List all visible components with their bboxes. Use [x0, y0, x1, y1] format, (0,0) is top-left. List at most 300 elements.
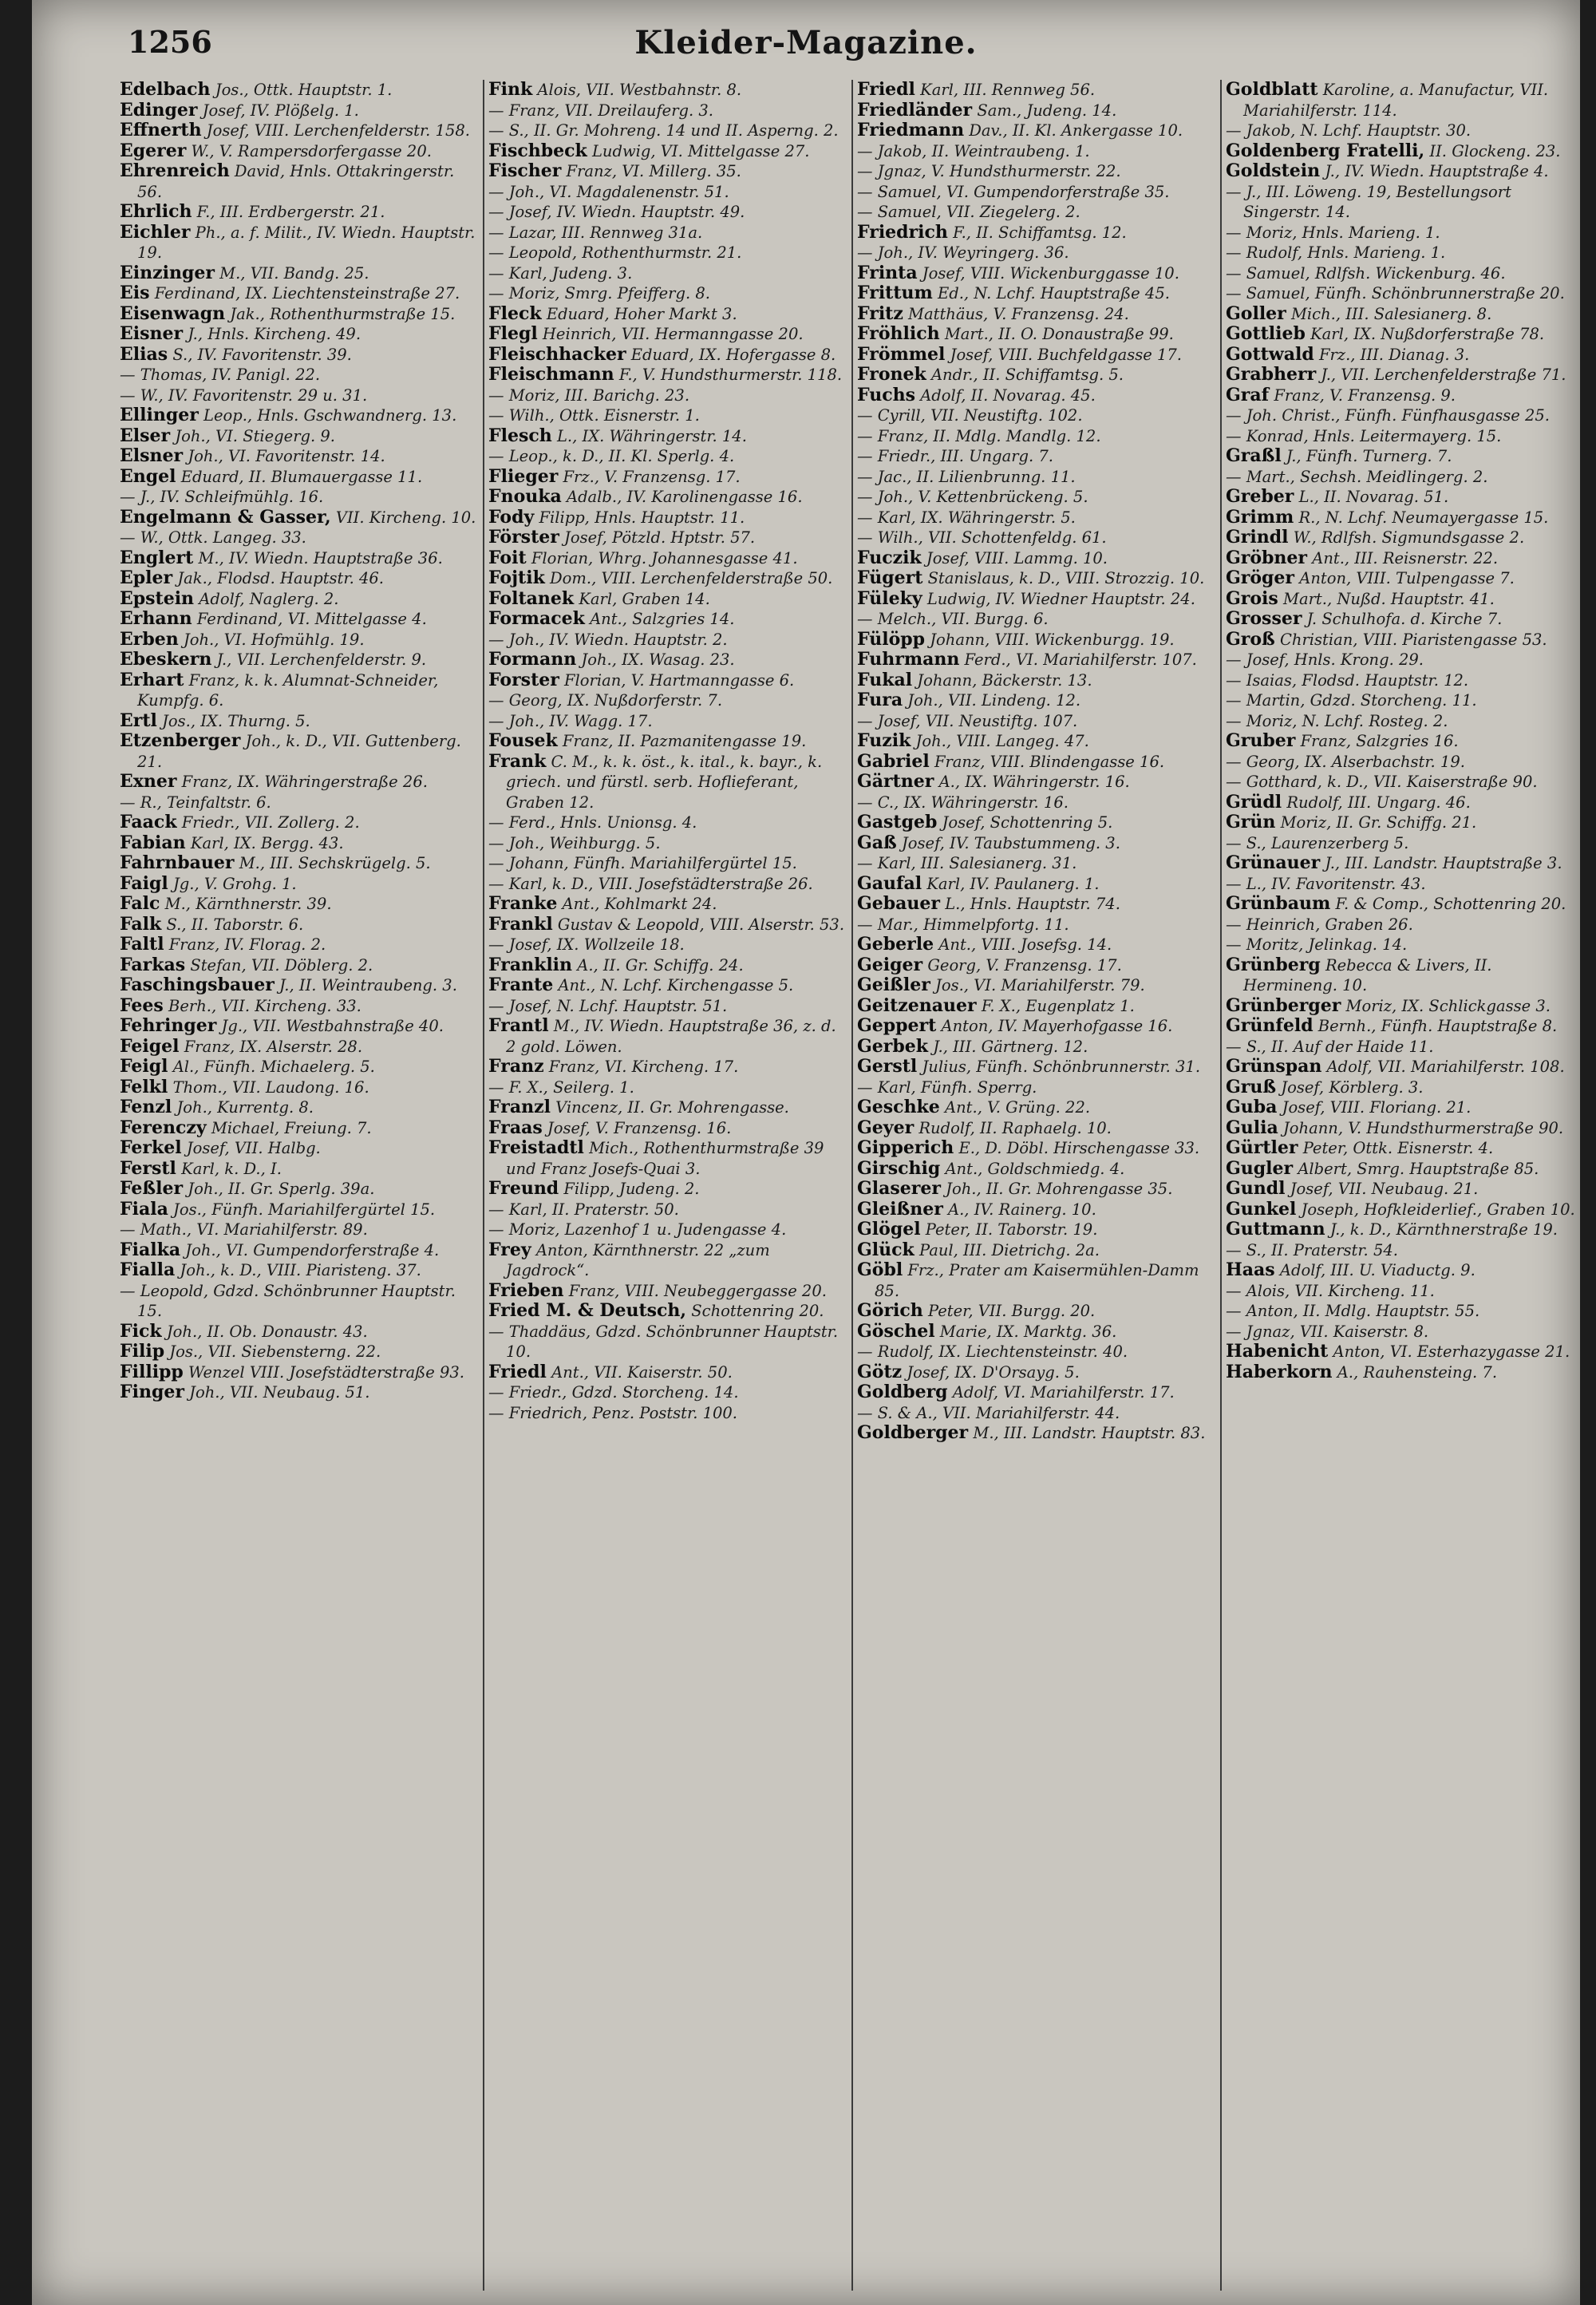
entry-name: Fousek — [488, 730, 558, 751]
entry-name: Graf — [1226, 384, 1270, 405]
directory-entry — [120, 426, 477, 447]
column-divider — [483, 80, 484, 2291]
entry-name: Frankl — [488, 913, 553, 935]
directory-entry — [857, 731, 1215, 752]
entry-details: Stanislaus, k. D., VIII. Strozzig. 10. — [927, 569, 1205, 587]
directory-entry — [1226, 324, 1580, 345]
entry-details: — Moriz, N. Lchf. Rosteg. 2. — [1226, 711, 1448, 730]
entry-name: Frantl — [488, 1015, 549, 1036]
entry-name: Greber — [1226, 486, 1294, 507]
directory-entry — [1226, 467, 1580, 488]
entry-details: — Thomas, IV. Panigl. 22. — [120, 366, 321, 384]
entry-details: Franz, Salzgries 16. — [1300, 732, 1459, 750]
directory-entry — [488, 894, 846, 915]
directory-entry — [1226, 365, 1580, 385]
entry-details: Ant., V. Grüng. 22. — [945, 1098, 1091, 1117]
entry-details: — Josef, VII. Neustiftg. 107. — [857, 711, 1078, 730]
entry-details: — Friedr., III. Ungarg. 7. — [857, 447, 1053, 465]
entry-name: Forster — [488, 669, 559, 690]
directory-entry — [120, 793, 477, 813]
directory-entry — [488, 182, 846, 203]
directory-entry — [857, 1179, 1215, 1200]
entry-details: Florian, V. Hartmanngasse 6. — [564, 670, 795, 690]
directory-entry — [488, 548, 846, 569]
directory-entry — [857, 1159, 1215, 1180]
entry-details: — W., Ottk. Langeg. 33. — [120, 528, 306, 547]
entry-details: Rebecca & Livers, II. Hermineng. 10. — [1243, 955, 1492, 994]
entry-name: Edinger — [120, 99, 198, 121]
entry-name: Goller — [1226, 302, 1286, 324]
directory-entry — [1226, 1200, 1580, 1220]
entry-name: Grimm — [1226, 506, 1294, 528]
entry-name: Ferkel — [120, 1137, 182, 1158]
entry-details: Jg., V. Grohg. 1. — [172, 874, 297, 893]
directory-entry — [1226, 812, 1580, 833]
entry-details: Ant., Salzgries 14. — [590, 610, 735, 628]
directory-entry — [857, 915, 1215, 935]
column-divider — [851, 80, 853, 2291]
entry-details: Schottenring 20. — [691, 1302, 824, 1320]
directory-entry — [120, 812, 477, 833]
directory-entry — [120, 1382, 477, 1403]
entry-name: Flieger — [488, 465, 559, 487]
directory-entry — [488, 955, 846, 976]
entry-name: Erhart — [120, 669, 184, 690]
entry-details: A., II. Gr. Schiffg. 24. — [577, 955, 744, 975]
entry-name: Gaufal — [857, 872, 922, 894]
entry-details: — Georg, IX. Alserbachstr. 19. — [1226, 752, 1465, 771]
entry-name: Ehrenreich — [120, 160, 230, 181]
directory-entry — [120, 1220, 477, 1240]
entry-name: Göschel — [857, 1320, 935, 1342]
entry-details: — Moriz, Smrg. Pfeifferg. 8. — [488, 284, 710, 302]
directory-entry — [488, 385, 846, 406]
entry-details: Berh., VII. Kircheng. 33. — [168, 996, 361, 1015]
directory-entry — [488, 101, 846, 121]
entry-name: Ferenczy — [120, 1117, 207, 1138]
entry-name: Erhann — [120, 608, 192, 629]
directory-entry — [488, 1362, 846, 1383]
entry-details: Joh., VII. Neubaug. 51. — [189, 1383, 370, 1402]
directory-entry — [120, 365, 477, 385]
entry-name: Felkl — [120, 1076, 168, 1097]
directory-entry — [120, 202, 477, 223]
entry-name: Filip — [120, 1341, 165, 1362]
entry-details: W., V. Rampersdorfergasse 20. — [191, 141, 432, 160]
directory-entry — [1226, 1138, 1580, 1159]
entry-name: Fleischhacker — [488, 343, 626, 365]
directory-entry — [120, 568, 477, 589]
entry-details: Josef, VIII. Lerchenfelderstr. 158. — [206, 121, 470, 140]
directory-page — [32, 0, 1580, 2305]
entry-details: Peter, II. Taborstr. 19. — [925, 1220, 1098, 1239]
entry-name: Faltl — [120, 934, 164, 955]
directory-entry — [857, 772, 1215, 793]
entry-details: — Gotthard, k. D., VII. Kaiserstraße 90. — [1226, 773, 1538, 791]
entry-details: Karl, Graben 14. — [579, 589, 710, 608]
entry-details: — J., IV. Schleifmühlg. 16. — [120, 488, 324, 506]
entry-name: Fialla — [120, 1259, 176, 1280]
entry-name: Fischbeck — [488, 140, 587, 161]
directory-entry — [488, 345, 846, 366]
entry-details: Thom., VII. Laudong. 16. — [172, 1077, 369, 1097]
directory-entry — [488, 711, 846, 732]
directory-entry — [488, 508, 846, 528]
directory-entry — [120, 446, 477, 467]
directory-entry — [857, 812, 1215, 833]
entry-details: Peter, Ottk. Eisnerstr. 4. — [1302, 1139, 1494, 1157]
directory-entry — [857, 874, 1215, 895]
directory-entry — [857, 141, 1215, 162]
entry-name: Geitzenauer — [857, 994, 977, 1016]
directory-entry — [488, 467, 846, 488]
directory-entry — [857, 345, 1215, 366]
entry-name: Gärtner — [857, 771, 934, 792]
entry-details: M., III. Landstr. Hauptstr. 83. — [973, 1424, 1206, 1442]
entry-details: Adolf, VI. Mariahilferstr. 17. — [952, 1383, 1175, 1402]
directory-entry — [488, 446, 846, 467]
directory-entry — [1226, 996, 1580, 1017]
entry-name: Görich — [857, 1300, 923, 1321]
directory-entry — [1226, 650, 1580, 670]
entry-name: Glaserer — [857, 1178, 941, 1199]
directory-entry — [857, 405, 1215, 426]
entry-name: Fees — [120, 994, 164, 1016]
entry-details: — F. X., Seilerg. 1. — [488, 1077, 634, 1097]
entry-details: — L., IV. Favoritenstr. 43. — [1226, 874, 1426, 893]
entry-name: Friedl — [857, 80, 915, 100]
directory-entry — [488, 1220, 846, 1240]
directory-entry — [1226, 1220, 1580, 1240]
entry-details: — Jgnaz, V. Hundsthurmerstr. 22. — [857, 162, 1121, 180]
page-header — [32, 24, 1580, 72]
entry-details: — Joh., IV. Wiedn. Hauptstr. 2. — [488, 630, 728, 649]
entry-details: Wenzel VIII. Josefstädterstraße 93. — [188, 1362, 464, 1382]
directory-entry — [120, 650, 477, 670]
entry-details: — C., IX. Währingerstr. 16. — [857, 793, 1069, 812]
entry-name: Edelbach — [120, 80, 211, 100]
entry-details: Jak., Rothenthurmstraße 15. — [230, 304, 456, 323]
directory-entry — [857, 1240, 1215, 1261]
entry-details: R., N. Lchf. Neumayergasse 15. — [1298, 508, 1549, 527]
entry-details: — Jakob, N. Lchf. Hauptstr. 30. — [1226, 121, 1472, 140]
directory-entry — [488, 630, 846, 650]
directory-entry — [488, 324, 846, 345]
directory-entry — [120, 894, 477, 915]
directory-entry — [857, 182, 1215, 203]
entry-details: Gustav & Leopold, VIII. Alserstr. 53. — [557, 915, 845, 934]
directory-entry — [120, 1240, 477, 1261]
directory-entry — [857, 996, 1215, 1017]
entry-name: Girschig — [857, 1157, 941, 1179]
entry-name: Gunkel — [1226, 1198, 1297, 1220]
directory-entry — [857, 528, 1215, 548]
entry-details: Josef, VII. Neubaug. 21. — [1290, 1180, 1479, 1198]
directory-entry — [857, 1037, 1215, 1058]
directory-entry — [1226, 1097, 1580, 1118]
entry-name: Götz — [857, 1361, 903, 1382]
directory-entry — [488, 935, 846, 955]
entry-details: Rudolf, II. Raphaelg. 10. — [918, 1118, 1112, 1137]
entry-name: Fraas — [488, 1117, 543, 1138]
entry-name: Guttmann — [1226, 1219, 1325, 1239]
directory-entry — [120, 975, 477, 996]
entry-details: J., III. Gärtnerg. 12. — [933, 1037, 1088, 1056]
directory-entry — [120, 1342, 477, 1362]
directory-entry — [488, 121, 846, 141]
directory-entry — [857, 752, 1215, 773]
entry-details: Franz, V. Franzensg. 9. — [1274, 385, 1456, 405]
directory-entry — [120, 711, 477, 732]
entry-name: Elsner — [120, 445, 184, 466]
entry-details: — Karl, Judeng. 3. — [488, 263, 633, 283]
entry-details: Franz, II. Pazmanitengasse 19. — [562, 732, 807, 750]
directory-entry — [857, 793, 1215, 813]
entry-name: Fenzl — [120, 1097, 172, 1117]
entry-details: — Josef, IX. Wollzeile 18. — [488, 935, 685, 954]
entry-details: F., III. Erdbergerstr. 21. — [196, 203, 385, 221]
entry-details: Alois, VII. Westbahnstr. 8. — [537, 81, 742, 99]
entry-details: Franz, IX. Währingerstraße 26. — [181, 773, 428, 791]
entry-details: J., IV. Wiedn. Hauptstraße 4. — [1325, 162, 1549, 180]
entry-details: Ludwig, VI. Mittelgasse 27. — [591, 141, 810, 160]
entry-name: Göbl — [857, 1259, 903, 1280]
entry-details: Joh., Kurrentg. 8. — [176, 1098, 314, 1117]
entry-name: Gottwald — [1226, 343, 1314, 365]
entry-details: Mich., III. Salesianerg. 8. — [1290, 304, 1492, 323]
directory-entry — [1226, 609, 1580, 630]
directory-entry — [488, 915, 846, 935]
entry-name: Gröbner — [1226, 547, 1308, 568]
entry-details: Paul, III. Dietrichg. 2a. — [918, 1240, 1100, 1259]
directory-entry — [1226, 283, 1580, 304]
directory-entry — [488, 1138, 846, 1179]
entry-details: Ant., VIII. Josefsg. 14. — [938, 935, 1112, 954]
entry-details: — Cyrill, VII. Neustiftg. 102. — [857, 406, 1083, 425]
directory-entry — [857, 711, 1215, 732]
directory-entry — [857, 1382, 1215, 1403]
directory-entry — [120, 1016, 477, 1037]
directory-entry — [1226, 304, 1580, 325]
entry-details: Frz., V. Franzensg. 17. — [563, 467, 741, 486]
entry-name: Falk — [120, 913, 162, 935]
entry-details: Florian, Whrg. Johannesgasse 41. — [531, 548, 798, 567]
entry-details: Stefan, VII. Döblerg. 2. — [190, 955, 373, 975]
entry-details: M., VII. Bandg. 25. — [219, 263, 369, 283]
running-head: Kleider-Magazine. — [634, 24, 978, 61]
entry-details: — Karl, Fünfh. Sperrg. — [857, 1077, 1037, 1097]
directory-entry — [1226, 1016, 1580, 1037]
entry-details: Joseph, Hofkleiderlief., Graben 10. — [1301, 1200, 1575, 1219]
directory-entry — [1226, 1240, 1580, 1261]
directory-entry — [857, 1057, 1215, 1077]
directory-entry — [857, 508, 1215, 528]
entry-details: — S. & A., VII. Mariahilferstr. 44. — [857, 1403, 1120, 1422]
directory-entry — [488, 833, 846, 854]
entry-name: Füleky — [857, 587, 922, 609]
directory-entry — [488, 405, 846, 426]
directory-entry — [857, 365, 1215, 385]
directory-entry — [120, 161, 477, 202]
directory-entry — [120, 1260, 477, 1281]
directory-entry — [1226, 568, 1580, 589]
entry-details: Eduard, Hoher Markt 3. — [546, 304, 737, 323]
entry-details: David, Hnls. Ottakringerstr. 56. — [137, 162, 455, 201]
entry-details: Josef, Pötzld. Hptstr. 57. — [564, 528, 756, 547]
entry-name: Fronek — [857, 364, 926, 385]
entry-name: Fojtik — [488, 567, 545, 588]
entry-details: L., IX. Währingerstr. 14. — [556, 426, 747, 445]
entry-name: Fleischmann — [488, 364, 614, 385]
entry-details: — R., Teinfaltstr. 6. — [120, 793, 271, 812]
entry-details: E., D. Döbl. Hirschengasse 33. — [958, 1139, 1200, 1157]
entry-details: S., II. Taborstr. 6. — [166, 915, 304, 934]
directory-entry — [857, 975, 1215, 996]
entry-name: Fülöpp — [857, 628, 926, 650]
directory-entry — [120, 223, 477, 263]
directory-entry — [1226, 630, 1580, 650]
directory-entry — [120, 283, 477, 304]
directory-entry — [857, 1260, 1215, 1301]
entry-details: Johann, Bäckerstr. 13. — [917, 670, 1092, 690]
entry-details: Josef, VIII. Buchfeldgasse 17. — [950, 345, 1182, 364]
entry-details: — S., II. Praterstr. 54. — [1226, 1240, 1398, 1259]
directory-entry — [488, 568, 846, 589]
entry-name: Gaß — [857, 832, 897, 853]
directory-entry — [1226, 1362, 1580, 1383]
entry-details: Ph., a. f. Milit., IV. Wiedn. Hauptstr. 19. — [137, 223, 476, 262]
entry-details: Joh., k. D., VII. Guttenberg. 21. — [137, 732, 461, 771]
entry-name: Glögel — [857, 1219, 921, 1239]
directory-entry — [488, 202, 846, 223]
directory-entry — [488, 365, 846, 385]
directory-entry — [1226, 263, 1580, 284]
column-3 — [857, 80, 1215, 2291]
entry-details: Adolf, VII. Mariahilferstr. 108. — [1326, 1058, 1565, 1076]
directory-entry — [857, 202, 1215, 223]
entry-details: Ferd., VI. Mariahilferstr. 107. — [964, 650, 1197, 669]
entry-details: Jos., Ottk. Hauptstr. 1. — [215, 81, 393, 99]
directory-entry — [488, 609, 846, 630]
entry-details: W., Rdlfsh. Sigmundsgasse 2. — [1293, 528, 1525, 547]
directory-entry — [1226, 508, 1580, 528]
entry-name: Farkas — [120, 954, 186, 975]
directory-entry — [1226, 894, 1580, 915]
entry-details: Dom., VIII. Lerchenfelderstraße 50. — [550, 569, 833, 587]
directory-entry — [1226, 1077, 1580, 1098]
entry-name: Faschingsbauer — [120, 975, 275, 995]
entry-details: A., IV. Rainerg. 10. — [948, 1200, 1096, 1219]
directory-entry — [120, 324, 477, 345]
entry-details: Joh., VI. Favoritenstr. 14. — [188, 447, 385, 465]
entry-details: Jos., VII. Siebensterng. 22. — [169, 1342, 381, 1361]
entry-name: Geberle — [857, 934, 934, 955]
directory-entry — [857, 304, 1215, 325]
entry-name: Ebeskern — [120, 649, 212, 670]
entry-details: Ant., III. Reisnerstr. 22. — [1312, 548, 1499, 567]
entry-details: L., II. Novarag. 51. — [1298, 488, 1449, 506]
directory-entry — [857, 1220, 1215, 1240]
entry-name: Geyer — [857, 1117, 915, 1138]
entry-details: Marie, IX. Marktg. 36. — [939, 1322, 1117, 1341]
entry-details: Ferdinand, IX. Liechtensteinstraße 27. — [154, 284, 460, 302]
entry-name: Eis — [120, 283, 150, 303]
entry-details: — Friedr., Gdzd. Storcheng. 14. — [488, 1383, 739, 1402]
directory-entry — [120, 405, 477, 426]
entry-name: Fritz — [857, 302, 903, 324]
entry-details: Joh., II. Ob. Donaustr. 43. — [166, 1322, 368, 1341]
directory-entry — [1226, 589, 1580, 610]
directory-entry — [857, 1097, 1215, 1118]
entry-details: Johann, V. Hundsthurmerstraße 90. — [1282, 1118, 1564, 1137]
entry-name: Freistadtl — [488, 1137, 584, 1158]
entry-details: Ludwig, IV. Wiedner Hauptstr. 24. — [926, 589, 1195, 608]
directory-entry — [857, 426, 1215, 447]
directory-entry — [857, 609, 1215, 630]
entry-details: Julius, Fünfh. Schönbrunnerstr. 31. — [922, 1058, 1201, 1076]
entry-name: Gipperich — [857, 1137, 954, 1158]
entry-details: — S., II. Auf der Haide 11. — [1226, 1037, 1434, 1056]
entry-details: Karl, III. Rennweg 56. — [920, 81, 1096, 99]
entry-details: S., IV. Favoritenstr. 39. — [172, 345, 352, 364]
entry-name: Grüdl — [1226, 791, 1282, 812]
page-number: 1256 — [128, 24, 212, 60]
directory-entry — [488, 752, 846, 813]
entry-details: — Franz, VII. Dreilauferg. 3. — [488, 101, 714, 120]
entry-details: — Leopold, Gdzd. Schönbrunner Hauptstr. 15. — [120, 1281, 456, 1320]
entry-name: Geschke — [857, 1097, 940, 1117]
entry-name: Grünauer — [1226, 852, 1321, 873]
entry-details: Matthäus, V. Franzensg. 24. — [908, 304, 1129, 323]
entry-details: Anton, Kärnthnerstr. 22 „zum Jagdrock“. — [506, 1240, 770, 1279]
entry-details: M., Kärnthnerstr. 39. — [164, 895, 332, 913]
entry-details: M., III. Sechskrügelg. 5. — [239, 854, 431, 872]
entry-name: Frante — [488, 975, 554, 995]
entry-name: Grois — [1226, 587, 1278, 609]
entry-details: Ant., Goldschmiedg. 4. — [945, 1159, 1125, 1178]
directory-entry — [120, 345, 477, 366]
entry-name: Fody — [488, 506, 535, 528]
entry-name: Elser — [120, 425, 171, 446]
entry-name: Flesch — [488, 425, 552, 446]
entry-details: Josef, VIII. Floriang. 21. — [1282, 1098, 1472, 1117]
directory-entry — [120, 731, 477, 772]
entry-details: Jos., VI. Mariahilferstr. 79. — [935, 976, 1145, 994]
entry-details: Vincenz, II. Gr. Mohrengasse. — [555, 1098, 789, 1117]
directory-entry — [1226, 385, 1580, 406]
directory-entry — [120, 772, 477, 793]
entry-details: Frz., III. Dianag. 3. — [1318, 345, 1470, 364]
entry-details: J., VII. Lerchenfelderstraße 71. — [1321, 366, 1566, 384]
entry-name: Geppert — [857, 1015, 937, 1036]
entry-details: Friedr., VII. Zollerg. 2. — [181, 813, 360, 832]
directory-entry — [120, 1179, 477, 1200]
entry-details: C. M., k. k. öst., k. ital., k. bayr., k. griech. und fürstl. serb. Hoflieferant, Graben 12. — [506, 752, 823, 812]
entry-name: Friedmann — [857, 120, 965, 140]
entry-details: — Mart., Sechsh. Meidlingerg. 2. — [1226, 467, 1488, 486]
entry-details: — Alois, VII. Kircheng. 11. — [1226, 1281, 1435, 1300]
entry-details: — Heinrich, Graben 26. — [1226, 915, 1413, 934]
entry-details: J., Hnls. Kircheng. 49. — [188, 325, 361, 343]
entry-name: Formann — [488, 649, 577, 670]
entry-details: J., III. Landstr. Hauptstraße 3. — [1325, 854, 1562, 872]
directory-entry — [488, 1057, 846, 1077]
entry-name: Gebauer — [857, 893, 941, 914]
entry-name: Fabian — [120, 832, 186, 853]
directory-entry — [488, 1016, 846, 1057]
directory-entry — [120, 487, 477, 508]
directory-entry — [120, 874, 477, 895]
